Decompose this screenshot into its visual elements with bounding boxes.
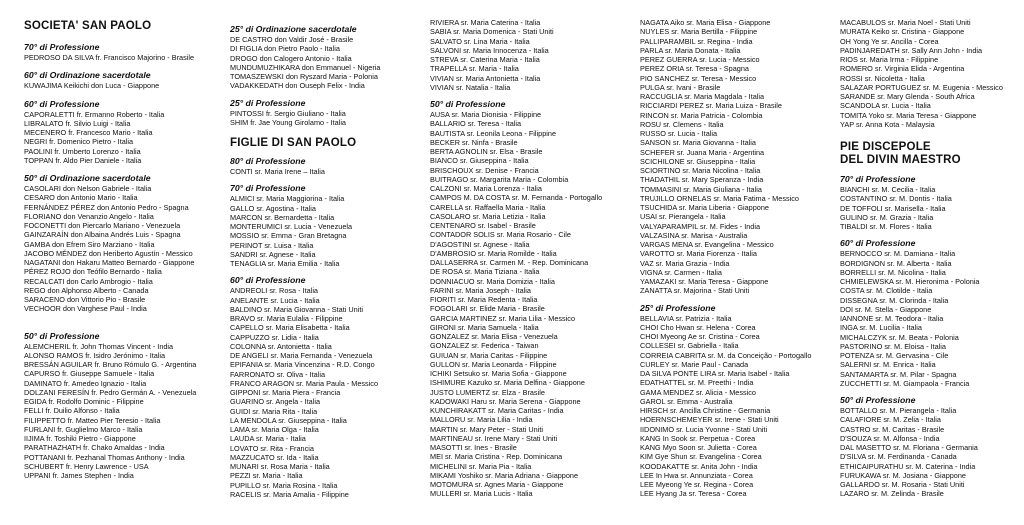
name-entry: IIDONIMO sr. Lucia Yvonne - Stati Uniti <box>640 424 768 434</box>
anniversary-group <box>640 18 838 296</box>
name-entry: SCIORTINO sr. Maria Nicolina - Italia <box>640 166 761 175</box>
name-entry: PULGA sr. Ivani - Brasile <box>640 82 721 92</box>
name-entry: BERTA AGNOLIN sr. Elsa - Brasile <box>430 147 543 156</box>
name-entry: MURATA Keiko sr. Cristina - Giappone <box>840 27 965 37</box>
group-heading: 50° di Professione <box>430 99 506 109</box>
name-entry: STREVA sr. Caterina Maria - Italia <box>430 55 540 64</box>
name-entry: GAMBA don Efrem Siro Marziano - Italia <box>24 239 155 249</box>
name-entry: KOODAKATTE sr. Anita John - India <box>640 461 758 471</box>
name-entry: BELLAVIA sr. Patrizia - Italia <box>640 313 732 323</box>
name-entry: YAP sr. Anna Kota - Malaysia <box>840 119 935 129</box>
name-entry: KANG In Sook sr. Perpetua - Corea <box>640 433 756 443</box>
name-entry: PADINJAREDATH sr. Sally Ann John - India <box>840 45 983 55</box>
name-entry: GAMA MENDEZ sr. Alicia - Messico <box>640 387 756 397</box>
name-entry: SCHEFER sr. Juana Maria - Argentina <box>640 147 765 157</box>
name-entry: PEZZI sr. Maria - Italia <box>230 471 303 481</box>
name-entry: MACABULOS sr. Maria Noel - Stati Uniti <box>840 18 971 27</box>
name-entry: EPIFANIA sr. Maria Vincenzina - R.D. Congo <box>230 360 375 370</box>
name-entry: RINCON sr. Maria Patricia - Colombia <box>640 110 763 120</box>
name-entry: CAMPOS M. DA COSTA sr. M. Fernanda - Portogallo <box>430 193 603 203</box>
group-heading: 25° di Professione <box>230 97 306 108</box>
name-entry: LEE Myeong Ye sr. Regina - Corea <box>640 480 754 489</box>
name-entry: CASTRO sr. M. Caritas - Brasile <box>840 424 945 434</box>
name-entry: COSTA sr. M. Clotilde - Italia <box>840 286 933 296</box>
name-entry: FIORITI sr. Maria Redenta - Italia <box>430 295 538 304</box>
name-entry: VIGNA sr. Carmen - Italia <box>640 267 722 277</box>
name-entry: GUARINO sr. Angela - Italia <box>230 397 321 407</box>
name-entry: TOMASZEWSKI don Ryszard Maria - Polonia <box>230 72 378 81</box>
name-entry: MICHALCZYK sr. M. Beata - Polonia <box>840 332 959 342</box>
name-entry: BIANCHI sr. M. Cecilia - Italia <box>840 185 936 194</box>
name-entry: DE TOFFOLI sr. Marisella - Italia <box>840 203 946 213</box>
name-entry: PEREZ GUERRA sr. Lucia - Messico <box>640 55 760 64</box>
name-entry: DOI sr. M. Stella - Giappone <box>840 304 932 314</box>
name-entry: TIBALDI sr. M. Flores - Italia <box>840 222 932 231</box>
anniversary-group <box>430 98 628 499</box>
name-entry: MIKAMI Yoshiko sr. Maria Adriana - Giappone <box>430 470 579 480</box>
name-entry: GIPPONI sr. Maria Piera - Francia <box>230 388 341 397</box>
name-entry: CHOI Cho Hwan sr. Helena - Corea <box>640 322 756 332</box>
name-entry: GUIDI sr. Maria Rita - Italia <box>230 406 318 416</box>
name-entry: POTENZA sr. M. Gervasina - Cile <box>840 351 949 360</box>
name-entry: MULLERI sr. Maria Lucis - Italia <box>430 489 533 499</box>
name-entry: CONTADOR SOLIS sr. Maria Rosario - Cile <box>430 230 571 240</box>
group-heading: 60° di Professione <box>840 238 916 249</box>
name-entry: BORDIGNON sr. M. Alberta - Italia <box>840 258 952 268</box>
name-entry: BECKER sr. Ninfa - Brasile <box>430 137 518 147</box>
name-entry: BORRELLI sr. M. Nicolina - Italia <box>840 267 946 277</box>
anniversary-group <box>24 330 222 481</box>
name-entry: DI FIGLIA don Pietro Paolo - Italia <box>230 44 340 54</box>
name-entry: KUWAJIMA Keikichi don Luca - Giappone <box>24 81 160 91</box>
name-entry: BUITRAGO sr. Margarita Maria - Colombia <box>430 174 569 184</box>
name-entry: PAOLINI fr. Umberto Lorenzo - Italia <box>24 146 141 156</box>
name-entry: OH Yong Ye sr. Ancilla - Corea <box>840 36 939 46</box>
group-heading: 60° di Professione <box>24 98 100 109</box>
name-entry: UPPANI fr. James Stephen - India <box>24 471 134 480</box>
name-entry: FRANCO ARAGON sr. Maria Paula - Messico <box>230 378 378 388</box>
name-entry: ROMERO sr. Virginia Elida - Argentina <box>840 64 965 74</box>
name-entry: GALLO sr. Agostina - Italia <box>230 203 316 213</box>
name-entry: ROSU sr. Clemens - Italia <box>640 119 724 129</box>
name-entry: DROGO don Calogero Antonio - Italia <box>230 53 352 63</box>
name-entry: RIOS sr. Maria Irma - Filippine <box>840 55 939 64</box>
name-entry: MONTERUMICI sr. Lucia - Venezuela <box>230 222 353 231</box>
name-entry: SALVONI sr. Maria Innocenza - Italia <box>430 45 549 55</box>
anniversary-group <box>430 18 628 92</box>
name-entry: GARCIA MARTINEZ sr. Maria Lilia - Messico <box>430 313 576 323</box>
name-entry: LAZARO sr. M. Zelinda - Brasile <box>840 489 944 499</box>
name-entry: ANDREOLI sr. Rosa - Italia <box>230 286 318 296</box>
name-entry: GALLARDO sr. M. Rosaria - Stati Uniti <box>840 480 965 489</box>
name-entry: VAZ sr. Maria Grazia - India <box>640 258 730 268</box>
name-entry: LAUDA sr. Maria - Italia <box>230 434 306 444</box>
section-title: DEL DIVIN MAESTRO <box>840 154 961 166</box>
name-entry: SABIA sr. Maria Domenica - Stati Uniti <box>430 27 554 37</box>
name-entry: LEE In Hwa sr. Annunziata - Corea <box>640 470 753 480</box>
group-heading: 25° di Ordinazione sacerdotale <box>230 24 357 34</box>
name-entry: MARCON sr. Bernardetta - Italia <box>230 212 335 222</box>
name-entry: GIRONI sr. Maria Samuela - Italia <box>430 322 539 332</box>
name-entry: MASOTTI sr. Ines - Brasile <box>430 443 517 452</box>
name-entry: KUNCHIRAKATT sr. Maria Caritas - India <box>430 406 564 415</box>
name-entry: CHOI Myeong Ae sr. Cristina - Corea <box>640 332 760 341</box>
name-entry: VIVIAN sr. Natalia - Italia <box>430 82 511 92</box>
section-title: FIGLIE DI SAN PAOLO <box>230 137 357 149</box>
section-title: PIE DISCEPOLE <box>840 141 931 153</box>
group-heading: 50° di Ordinazione sacerdotale <box>24 173 151 183</box>
name-entry: LIBRALATO fr. Silvio Luigi - Italia <box>24 118 131 128</box>
name-entry: RIVIERA sr. Maria Caterina - Italia <box>430 18 541 27</box>
name-entry: EDATHATTEL sr. M. Preethi - India <box>640 378 754 388</box>
name-entry: TOMITA Yoko sr. Maria Teresa - Giappone <box>840 110 977 120</box>
anniversary-group <box>230 155 428 176</box>
name-entry: VECHOOR don Varghese Paul - India <box>24 304 147 314</box>
name-entry: LEE Hyang Ja sr. Teresa - Corea <box>640 489 747 499</box>
name-entry: CAPURSO fr. Giuseppe Samuele - Italia <box>24 369 155 379</box>
name-entry: MAZZUCATO sr. Ida - Italia <box>230 452 319 462</box>
name-entry: KIM Gye Shun sr. Evangelina - Corea <box>640 452 762 462</box>
anniversary-group <box>840 173 1024 231</box>
name-entry: CESARO don Antonio Mario - Italia <box>24 193 138 203</box>
name-entry: DE ANGELI sr. Maria Fernanda - Venezuela <box>230 351 373 360</box>
name-entry: COLLESEI sr. Gabriella - Italia <box>640 341 739 351</box>
name-entry: PARATHAZHATH fr. Chako Amaldas - India <box>24 443 165 453</box>
name-entry: MARTINEAU sr. Irene Mary - Stati Uniti <box>430 433 558 443</box>
anniversary-group <box>840 394 1024 499</box>
name-entry: CALZONI sr. Maria Lorenza - Italia <box>430 184 542 193</box>
name-entry: FURLANI fr. Guglielmo Marco - Italia <box>24 424 143 434</box>
group-heading: 70° di Professione <box>840 174 916 184</box>
column-4 <box>640 18 838 499</box>
name-entry: TSUCHIDA sr. Maria Liberia - Giappone <box>640 203 769 212</box>
name-entry: THADATHIL sr. Mary Speranza - India <box>640 175 764 185</box>
name-entry: SALVATO sr. Lina Maria - Italia <box>430 36 530 46</box>
name-entry: PUPILLO sr. Maria Rosina - Italia <box>230 480 338 490</box>
name-entry: SALAZAR PORTUGUEZ sr. M. Eugenia - Messico <box>840 82 1003 92</box>
name-entry: USAI sr. Pierangela - Italia <box>640 212 726 222</box>
name-entry: PERINOT sr. Luisa - Italia <box>230 240 314 250</box>
anniversary-group <box>24 69 222 90</box>
name-entry: TRUJILLO ORNELAS sr. Maria Fatima - Messico <box>640 193 799 203</box>
anniversary-group <box>230 182 428 268</box>
name-entry: EGIDA fr. Rodolfo Dominic - Filippine <box>24 397 144 406</box>
name-entry: DAL MASETTO sr. M. Floriana - Germania <box>840 443 978 452</box>
name-entry: SHIM fr. Jae Young Girolamo - Italia <box>230 117 346 127</box>
group-heading: 50° di Professione <box>840 395 916 405</box>
name-entry: JACOBO MÉNDEZ don Heriberto Agustín - Messico <box>24 248 193 258</box>
anniversary-group <box>24 98 222 166</box>
name-entry: D'SILVA sr. M. Ferdinanda - Canada <box>840 452 957 462</box>
name-entry: PEDROSO DA SILVA fr. Francisco Majorino - Brasile <box>24 53 195 62</box>
name-entry: FOCONETTI don Piercarlo Mariano - Venezuela <box>24 221 181 230</box>
group-heading: 60° di Ordinazione sacerdotale <box>24 70 151 81</box>
column-3 <box>430 18 628 499</box>
name-entry: ALMICI sr. Maria Maggiorina - Italia <box>230 194 345 204</box>
name-entry: KANG Myo Soon sr. Julietta - Corea <box>640 443 757 452</box>
name-entry: CHMIELEWSKA sr. M. Hieronima - Polonia <box>840 277 980 286</box>
name-entry: D'SOUZA sr. M. Alfonsa - India <box>840 433 940 443</box>
name-entry: MUNDUMUZHIKARA don Emmanuel - Nigeria <box>230 62 381 72</box>
name-entry: TOPPAN fr. Aldo Pier Daniele - Italia <box>24 155 142 165</box>
name-entry: TRAPELLA sr. Maria - Italia <box>430 64 519 74</box>
anniversary-group <box>230 274 428 499</box>
name-entry: ZANATTA sr. Majorina - Stati Uniti <box>640 286 750 296</box>
name-entry: BRAVO sr. Maria Eulalia - Filippine <box>230 314 343 323</box>
name-entry: LAMA sr. Maria Olga - Italia <box>230 425 319 434</box>
name-entry: SCHUBERT fr. Henry Lawrence - USA <box>24 461 149 471</box>
name-entry: BOTTALLO sr. M. Pierangela - Italia <box>840 406 957 415</box>
section-title: SOCIETA' SAN PAOLO <box>24 20 152 32</box>
name-entry: ISHIMURE Kazuko sr. Maria Delfina - Giappone <box>430 378 585 388</box>
name-entry: CURLEY sr. Marie Paul - Canada <box>640 359 749 369</box>
name-entry: PALLIPARAMBIL sr. Regina - India <box>640 36 753 46</box>
name-entry: BIANCO sr. Giuseppina - Italia <box>430 156 529 166</box>
name-entry: CAPORALETTI fr. Ermanno Roberto - Italia <box>24 109 165 119</box>
name-entry: VAROTTO sr. Maria Fiorenza - Italia <box>640 249 757 259</box>
name-entry: SARANDE sr. Mary Glenda - South Africa <box>840 92 975 101</box>
name-entry: SANDRI sr. Agnese - Italia <box>230 249 316 259</box>
name-entry: ROSSI sr. Nicoletta - Italia <box>840 73 925 83</box>
name-entry: SALERNI sr. M. Enrica - Italia <box>840 360 936 370</box>
name-entry: FELLI fr. Duilio Alfonso - Italia <box>24 406 120 416</box>
name-entry: MICHELINI sr. Maria Pia - Italia <box>430 461 532 471</box>
name-entry: NEGRI fr. Domenico Pietro - Italia <box>24 137 134 147</box>
name-entry: LOVATO sr. Rita - Francia <box>230 443 314 453</box>
name-entry: GUIUAN sr. Maria Caritas - Filippine <box>430 350 548 360</box>
name-entry: PIO SANCHEZ sr. Teresa - Messico <box>640 73 757 83</box>
group-heading: 70° di Professione <box>230 183 306 194</box>
name-entry: D'AGOSTINI sr. Agnese - Italia <box>430 239 530 249</box>
anniversary-group <box>230 97 428 128</box>
name-entry: RACELIS sr. Maria Amalia - Filippine <box>230 489 349 499</box>
name-entry: ZUCCHETTI sr. M. Giampaola - Francia <box>840 378 970 388</box>
name-entry: NAGATANI don Hakaru Matteo Bernardo - Giappone <box>24 258 195 267</box>
name-entry: FLORIANO don Venanzio Angelo - Italia <box>24 211 154 221</box>
name-entry: BRISCHOUX sr. Denise - Francia <box>430 165 539 175</box>
name-entry: BALDINO sr. Maria Giovanna - Stati Uniti <box>230 304 364 314</box>
name-entry: FARRONATO sr. Oliva - Italia <box>230 369 326 379</box>
name-entry: GONZALEZ sr. Maria Elisa - Venezuela <box>430 332 558 341</box>
name-entry: TENAGLIA sr. Maria Emilia - Italia <box>230 259 340 268</box>
name-entry: IANNONE sr. M. Teodora - Italia <box>840 314 944 323</box>
name-entry: PASTORINO sr. M. Eloisa - Italia <box>840 341 946 351</box>
name-entry: HOERNSCHEMEYER sr. Irene - Stati Uniti <box>640 415 779 425</box>
name-entry: CORREIA CABRITA sr. M. da Conceição - Portogallo <box>640 350 812 360</box>
name-entry: ETHICAIPURATHU sr. M. Caterina - India <box>840 461 976 471</box>
name-entry: FURUKAWA sr. M. Josiana - Giappone <box>840 470 966 480</box>
name-entry: RECALCATI don Carlo Ambrogio - Italia <box>24 276 153 286</box>
name-entry: MALLORU sr. Maria Lilia - India <box>430 415 533 425</box>
name-entry: MUNARI sr. Rosa Maria - Italia <box>230 462 330 471</box>
name-entry: CASOLARO sr. Maria Letizia - Italia <box>430 211 546 221</box>
name-entry: CALAFIORE sr. M. Zelia - Italia <box>840 415 941 425</box>
name-entry: RICCIARDI PEREZ sr. Maria Luiza - Brasile <box>640 101 782 111</box>
column-1 <box>24 18 222 480</box>
name-entry: TOMMASINI sr. Maria Giuliana - Italia <box>640 184 762 194</box>
name-entry: VALYAPARAMPIL sr. M. Fides - India <box>640 221 761 231</box>
group-heading: 25° di Professione <box>640 302 716 313</box>
name-entry: JUSTO LUMERTZ sr. Elza - Brasile <box>430 387 545 397</box>
name-entry: COLONNA sr. Antonietta - Italia <box>230 341 332 351</box>
anniversary-group <box>840 237 1024 388</box>
name-entry: NUYLES sr. Maria Bertilla - Filippine <box>640 27 758 37</box>
name-entry: BERNOCCO sr. M. Damiana - Italia <box>840 249 956 259</box>
name-entry: SCICHILONE sr. Giuseppina - Italia <box>640 156 756 166</box>
name-entry: DE ROSA sr. Maria Tiziana - Italia <box>430 267 540 277</box>
name-entry: MOTOMURA sr. Agnes Maria - Giappone <box>430 480 564 489</box>
name-entry: CONTI sr. Maria Irene – Italia <box>230 167 325 176</box>
name-entry: RUSSO sr. Lucia - Italia <box>640 129 718 138</box>
name-entry: ICHIKI Setsuko sr. Maria Sofia - Giappone <box>430 369 567 378</box>
name-entry: SARACENO don Vittorio Pio - Brasile <box>24 295 146 304</box>
name-entry: PEREZ ORIA sr. Teresa - Spagna <box>640 64 749 74</box>
name-entry: CENTENARO sr. Isabel - Brasile <box>430 221 536 230</box>
name-entry: DAMINATO fr. Amedeo Ignazio - Italia <box>24 378 147 388</box>
name-entry: VADAKKEDATH don Ouseph Felix - India <box>230 81 365 91</box>
name-entry: FARINI sr. Maria Joseph - Italia <box>430 285 531 295</box>
column-5 <box>840 18 1024 499</box>
name-entry: DALLASERRA sr. Carmen M. - Rep. Dominicana <box>430 258 589 267</box>
name-entry: SCANDOLA sr. Lucia - Italia <box>840 101 931 111</box>
name-entry: SANTAMARTA sr. M. Pilar - Spagna <box>840 369 957 379</box>
name-entry: INGA sr. M. Lucilia - Italia <box>840 323 922 333</box>
name-entry: KADOWAKI Haru sr. Maria Serena - Giappone <box>430 396 581 406</box>
anniversary-group <box>640 302 838 499</box>
name-entry: BRESSÁN AGUILAR fr. Bruno Rómulo G. - Argentina <box>24 360 197 369</box>
name-entry: CARELLA sr. Raffaella Maria - Italia <box>430 202 546 212</box>
anniversary-group <box>24 41 222 62</box>
name-entry: REGO don Alphonso Alberto - Canada <box>24 285 149 295</box>
name-entry: PINTOSSI fr. Sergio Giuliano - Italia <box>230 108 346 118</box>
name-entry: CASOLARI don Nelson Gabriele - Italia <box>24 184 152 193</box>
name-entry: GULLON sr. Maria Leonarda - Filippine <box>430 359 557 369</box>
name-entry: VALZASINA sr. Marisa - Australia <box>640 230 748 240</box>
name-entry: BAUTISTA sr. Leonila Leona - Filippine <box>430 128 557 138</box>
name-entry: LA MENDOLA sr. Giuseppina - Italia <box>230 415 347 425</box>
name-entry: DA SILVA PONTE LIRA sr. Maria Isabel - Italia <box>640 369 790 378</box>
anniversary-group <box>840 18 1024 129</box>
name-entry: DISSEGNA sr. M. Clorinda - Italia <box>840 295 949 305</box>
name-entry: RACCUGLIA sr. Maria Magdala - Italia <box>640 92 765 101</box>
name-entry: AUSA sr. Maria Dionisia - Filippine <box>430 110 542 119</box>
name-entry: POTTANANI fr. Pezhanal Thomas Anthony - India <box>24 452 185 462</box>
column-2 <box>230 18 428 499</box>
name-entry: COSTANTINO sr. M. Dontis - Italia <box>840 194 952 204</box>
name-entry: PARLA sr. Maria Donata - Italia <box>640 45 741 55</box>
name-entry: IIJIMA fr. Toshiki Pietro - Giappone <box>24 434 136 443</box>
name-entry: VARGAS MENA sr. Evangelina - Messico <box>640 240 774 249</box>
name-entry: FERNÁNDEZ PÉREZ don Antonio Pedro - Spagna <box>24 202 189 212</box>
name-entry: VIVIAN sr. Maria Antonietta - Italia <box>430 73 541 83</box>
anniversary-group <box>24 172 222 314</box>
name-entry: DONNIACUO sr. Maria Domizia - Italia <box>430 276 555 286</box>
name-entry: CAPELLO sr. Maria Elisabetta - Italia <box>230 323 350 333</box>
group-heading: 60° di Professione <box>230 275 306 286</box>
name-entry: NAGATA Aiko sr. Maria Elisa - Giappone <box>640 18 771 27</box>
name-entry: PÉREZ ROJO don Teófilo Bernardo - Italia <box>24 267 162 277</box>
anniversary-group <box>230 23 428 91</box>
name-entry: MECENERO fr. Francesco Mario - Italia <box>24 128 153 137</box>
name-entry: GAINZARAÍN don Albaina Andrés Luis - Spagna <box>24 230 181 240</box>
name-entry: MEI sr. Maria Cristina - Rep. Dominicana <box>430 452 563 462</box>
name-entry: DE CASTRO don Valdir José - Brasile <box>230 35 354 44</box>
name-entry: ANELANTE sr. Lucia - Italia <box>230 295 320 305</box>
name-entry: ALONSO RAMOS fr. Isidro Jerónimo - Italia <box>24 350 166 360</box>
name-entry: BALLARIO sr. Teresa - Italia <box>430 119 522 129</box>
name-entry: GAROL sr. Emma - Australia <box>640 396 733 406</box>
name-entry: YAMAZAKI sr. Maria Teresa - Giappone <box>640 277 769 286</box>
name-entry: MOSSIO sr. Emma - Gran Bretagna <box>230 231 347 241</box>
name-entry: ALEMCHERIL fr. John Thomas Vincent - India <box>24 341 174 351</box>
group-heading: 70° di Professione <box>24 42 100 52</box>
group-heading: 80° di Professione <box>230 156 306 166</box>
name-entry: CAPPUZZO sr. Lidia - Italia <box>230 332 319 342</box>
name-entry: DOLZANI FERESÍN fr. Pedro Germán A. - Venezuela <box>24 387 197 397</box>
name-entry: FOGOLARI sr. Elide Maria - Brasile <box>430 304 545 314</box>
name-entry: SANSON sr. Maria Giovanna - Italia <box>640 138 756 148</box>
name-entry: HIRSCH sr. Ancilla Christine - Germania <box>640 406 771 415</box>
name-entry: MARTIN sr. Mary Peter - Stati Uniti <box>430 424 543 434</box>
name-entry: D'AMBROSIO sr. Maria Romilde - Italia <box>430 248 557 258</box>
group-heading: 50° di Professione <box>24 330 100 341</box>
name-entry: GULINO sr. M. Grazia - Italia <box>840 212 934 222</box>
name-entry: GONZALEZ sr. Federica - Taiwan <box>430 341 539 351</box>
name-entry: FILIPPETTO fr. Matteo Pier Teresio - Italia <box>24 415 161 425</box>
